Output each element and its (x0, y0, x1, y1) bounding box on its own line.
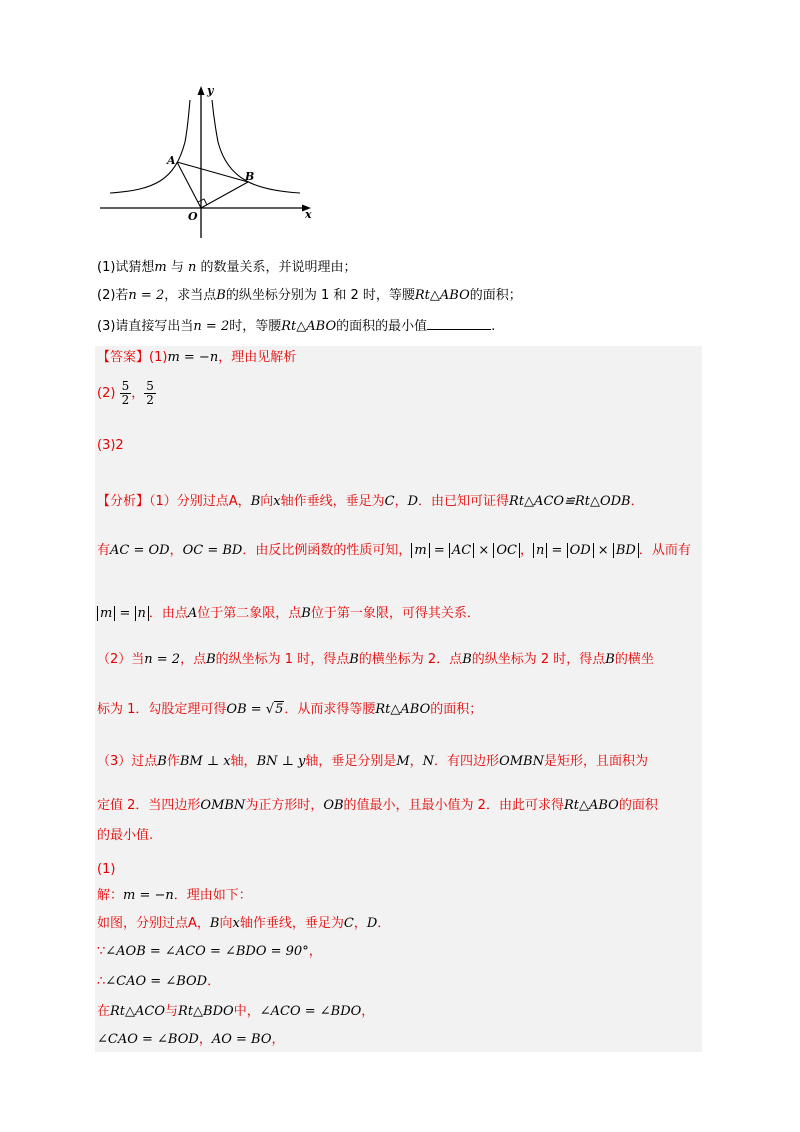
hyperbola-left-branch (110, 100, 190, 193)
segment-ao (177, 162, 201, 208)
solution-line-2: 如图，分别过点A，B向x轴作垂线，垂足为C，D． (97, 916, 391, 931)
solution-label: (1) (97, 862, 116, 877)
point-a-label: A (167, 154, 176, 167)
answer-line-2: (2) $\frac{5}{2}$ ， $\frac{5}{2}$ (97, 379, 154, 407)
hyperbola-right-branch (212, 100, 300, 193)
segment-bo (201, 182, 248, 208)
origin-label: O (188, 210, 198, 223)
fraction-five-halves: $\frac{5}{2}$ (121, 379, 130, 407)
solution-line-4: ∴∠CAO = ∠BOD． (97, 974, 221, 989)
answer-line-1: 【答案】(1)m = −n，理由见解析 (97, 350, 297, 365)
y-axis-arrow (198, 86, 205, 95)
analysis-line-6: （3）过点B作BM ⊥ x轴，BN ⊥ y轴，垂足分别是M，N．有四边形OMBN是矩形，且面积为 (97, 754, 648, 769)
solution-line-6: ∠CAO = ∠BOD，AO = BO， (97, 1032, 285, 1047)
question-3: (3)请直接写出当n = 2时，等腰Rt△ABO的面积的最小值 . (97, 316, 495, 337)
question-2: (2)若n = 2，求当点B的纵坐标分别为 1 和 2 时，等腰Rt△ABO的面积； (97, 288, 522, 303)
analysis-line-8: 的最小值. (97, 828, 154, 843)
hyperbola-graph (95, 80, 325, 240)
point-b-label: B (245, 170, 255, 183)
solution-line-5: 在Rt△ACO与Rt△BDO中，∠ACO = ∠BDO， (97, 1004, 375, 1019)
answer-line-3: (3)2 (97, 438, 124, 453)
analysis-line-7: 定值 2．当四边形OMBN为正方形时，OB的值最小，且最小值为 2．由此可求得Rt△ABO的面积 (97, 798, 658, 813)
analysis-line-5: 标为 1．勾股定理可得OB = √5．从而求得等腰Rt△ABO的面积； (97, 702, 483, 717)
solution-line-1: 解：m = −n．理由如下： (97, 888, 252, 903)
y-axis-label: y (207, 84, 214, 97)
x-axis-label: x (305, 208, 312, 221)
analysis-line-1: 【分析】（1）分别过点A，B向x轴作垂线，垂足为C，D．由已知可证得Rt△ACO≌Rt△ODB． (97, 494, 644, 509)
analysis-line-3: m = n ．由点A位于第二象限，点B位于第一象限，可得其关系． (97, 604, 480, 624)
solution-line-3: ∵∠AOB = ∠ACO = ∠BDO = 90°， (97, 944, 322, 959)
answer-blank (427, 316, 491, 330)
question-1: (1)试猜想m 与 n 的数量关系，并说明理由； (97, 260, 357, 275)
segment-ab (177, 162, 248, 182)
analysis-line-4: （2）当n = 2，点B的纵坐标为 1 时，得点B的横坐标为 2．点B的纵坐标为 2 时，得点B的横坐 (97, 652, 654, 667)
fraction-five-halves: $\frac{5}{2}$ (146, 379, 154, 407)
analysis-line-2: 有AC = OD，OC = BD．由反比例函数的性质可知， m = AC × OC ， n = OD × BD ．从而有 (97, 543, 691, 558)
